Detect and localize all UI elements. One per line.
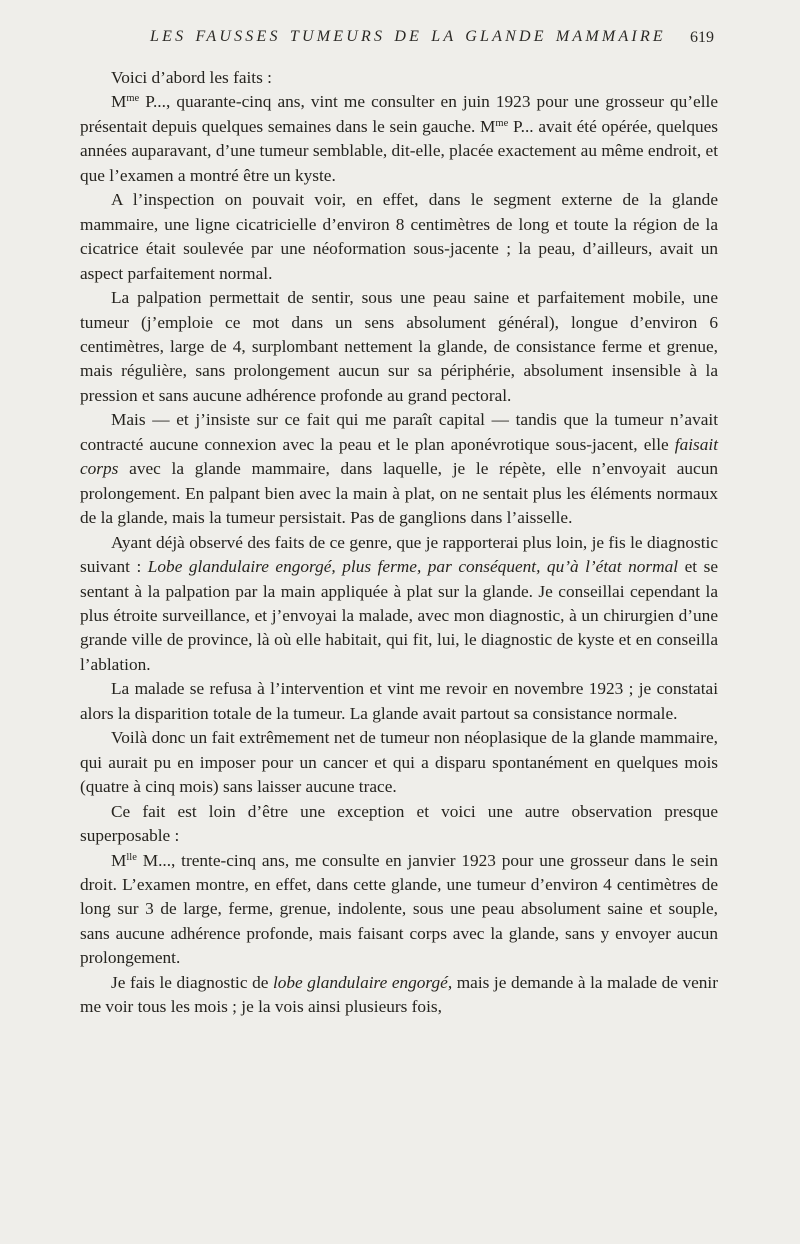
paragraph-case-1: $M^{me}$ P..., quarante-cinq ans, vint me consulter en juin 1923 pour une grosseur qu’elle présentait depuis quelques semaines dans le sein gauche. $M^{me}$ P... avait été opérée, quelques années auparavant, d’une tumeur semblable, dit-elle, placée exactement au même endroit, et que l’examen a montré être un kyste. bbox=[80, 92, 718, 185]
body-text bbox=[80, 66, 718, 1020]
paragraph-conclusion: Voilà donc un fait extrêmement net de tumeur non néoplasique de la glande mammaire, qui aurait pu en imposer pour un cancer et qui a disparu spontanément en quelques mois (quatre à cinq mois) sans laisser aucune trace. bbox=[80, 728, 718, 797]
paragraph-palpation: La palpation permettait de sentir, sous une peau saine et parfaitement mobile, une tumeur (j’emploie ce mot dans un sens absolument général), longue d’environ 6 centimètres, large de 4, surplombant nettement la glande, de consistance ferme et grenue, mais régulière, sans prolongement aucun sur sa périphérie, absolument insensible à la pression et sans aucune adhérence profonde au grand pectoral. bbox=[80, 288, 718, 405]
paragraph-diagnosis: Ayant déjà observé des faits de ce genre, que je rapporterai plus loin, je fis le diagnostic suivant : Lobe glandulaire engorgé, plus ferme, par conséquent, qu’à l’état normal et se sentant à la palpation par la main appliquée à plat sur la glande. Je conseillai cependant la plus étroite surveillance, et j’envoyai la malade, avec mon diagnostic, à un chirurgien d’une grande ville de province, là où elle habitait, qui fit, lui, le diagnostic de kyste et en conseilla l’ablation. bbox=[80, 532, 718, 674]
paragraph-case-2: $M^{lle}$ M..., trente-cinq ans, me consulte en janvier 1923 pour une grosseur dans le sein droit. L’examen montre, en effet, dans cette glande, une tumeur d’environ 4 centimètres de long sur 3 de large, ferme, grenue, indolente, sous une peau absolument saine et souple, sans aucune adhérence profonde, mais faisant corps avec la glande, sans y envoyer aucun prolongement. bbox=[80, 850, 718, 968]
running-header bbox=[80, 28, 718, 50]
page-number: 619 bbox=[690, 29, 714, 46]
paragraph-transition: Ce fait est loin d’être une exception et voici une autre observation presque superposable : bbox=[80, 801, 718, 846]
paragraph-case-2-diagnosis: Je fais le diagnostic de lobe glandulaire engorgé, mais je demande à la malade de venir me voir tous les mois ; je la vois ainsi plusieurs fois, bbox=[80, 972, 718, 1017]
running-title: LES FAUSSES TUMEURS DE LA GLANDE MAMMAIRE bbox=[150, 28, 666, 45]
paragraph-intro: Voici d’abord les faits : bbox=[111, 68, 272, 87]
paragraph-inspection: A l’inspection on pouvait voir, en effet, dans le segment externe de la glande mammaire, une ligne cicatricielle d’environ 8 centimètres de long et toute la région de la cicatrice était soulevée par une néoformation sous-jacente ; la peau, d’ailleurs, avait un aspect parfaitement normal. bbox=[80, 190, 718, 283]
paragraph-insistence: Mais — et j’insiste sur ce fait qui me paraît capital — tandis que la tumeur n’avait contracté aucune connexion avec la peau et le plan aponévrotique sous-jacent, elle faisait corps avec la glande mammaire, dans laquelle, je le répète, elle n’envoyait aucun prolongement. En palpant bien avec la main à plat, on ne sentait plus les éléments normaux de la glande, mais la tumeur persistait. Pas de ganglions dans l’aisselle. bbox=[80, 410, 718, 528]
paragraph-outcome: La malade se refusa à l’intervention et vint me revoir en novembre 1923 ; je constatai alors la disparition totale de la tumeur. La glande avait partout sa consistance normale. bbox=[80, 679, 718, 723]
